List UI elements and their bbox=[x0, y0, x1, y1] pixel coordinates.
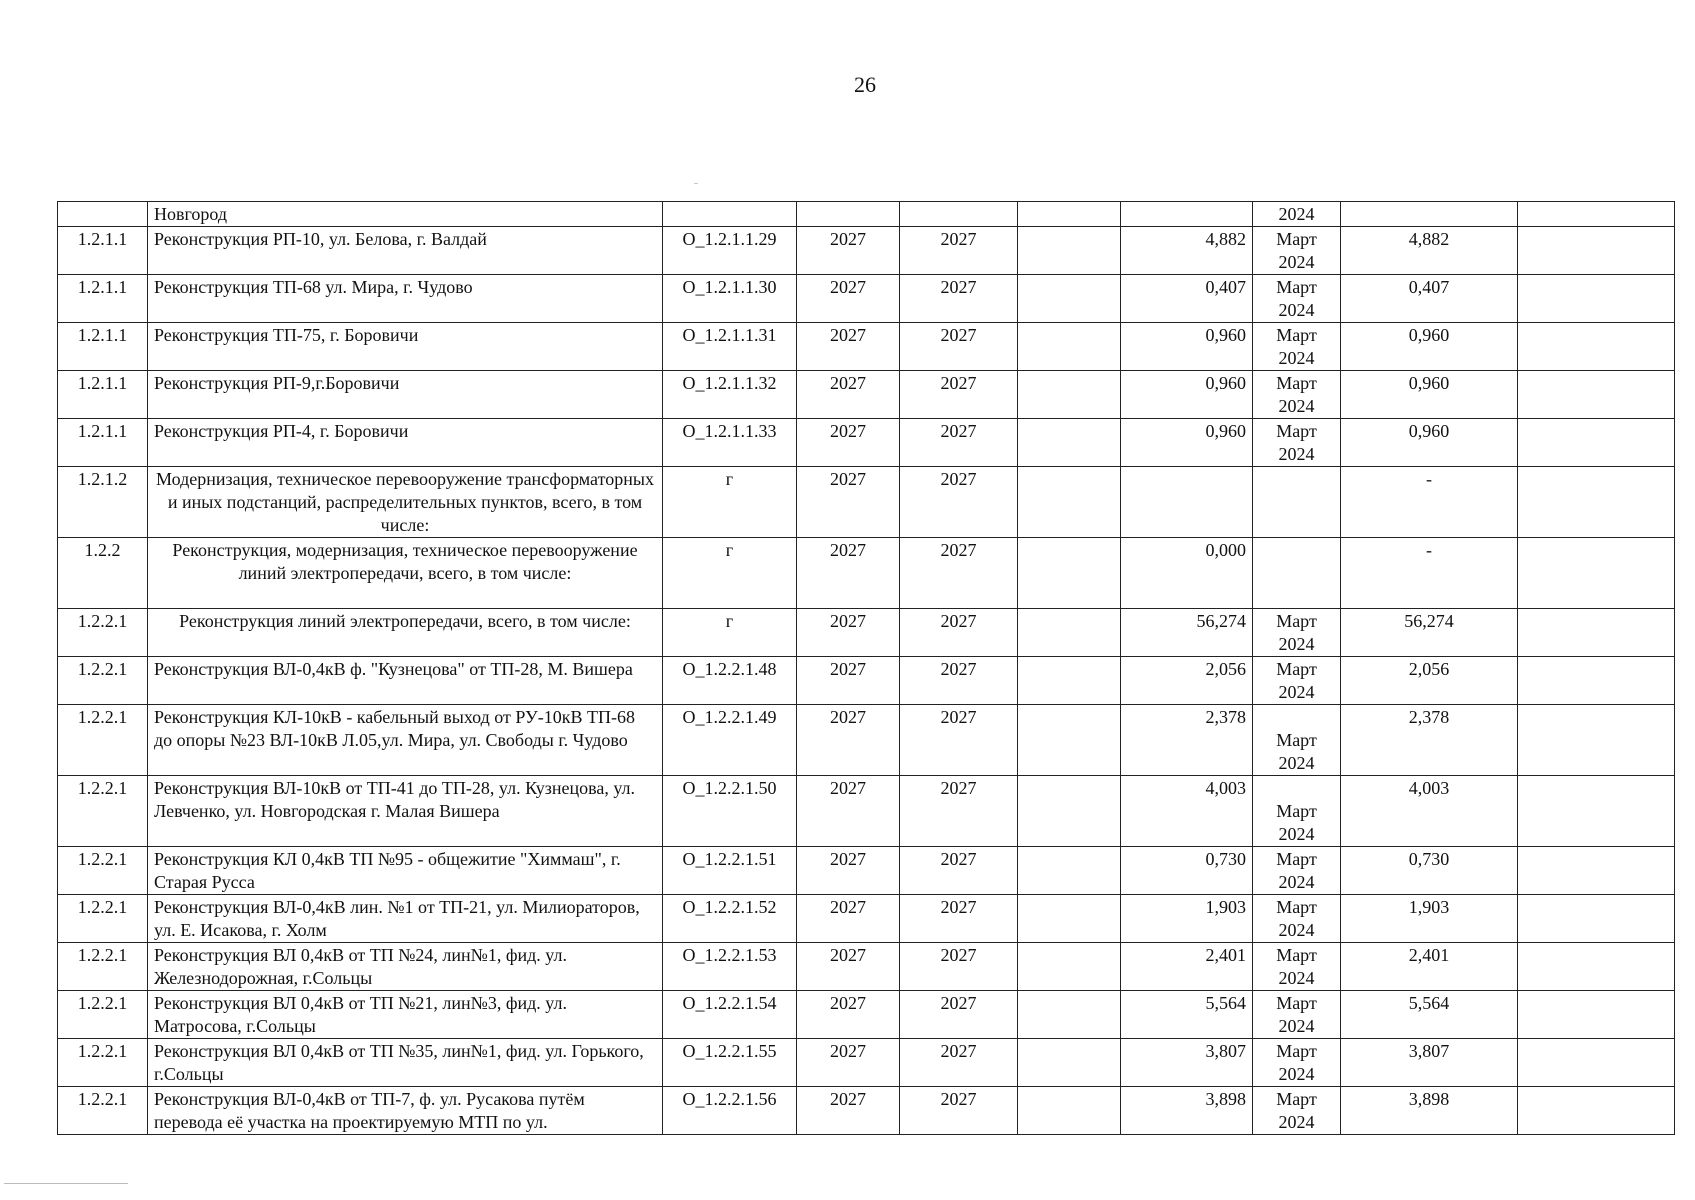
row-empty-cell bbox=[1018, 1087, 1121, 1135]
row-code: 1.2.1.1 bbox=[58, 371, 148, 419]
row-year-start: 2027 bbox=[797, 776, 900, 847]
row-value-2: 3,807 bbox=[1341, 1039, 1518, 1087]
row-identifier: г bbox=[663, 467, 797, 538]
row-code bbox=[58, 202, 148, 227]
row-empty-cell bbox=[1518, 538, 1675, 609]
row-code: 1.2.2.1 bbox=[58, 705, 148, 776]
row-name: Реконструкция ТП-68 ул. Мира, г. Чудово bbox=[148, 275, 663, 323]
row-date: Март 2024 bbox=[1253, 227, 1341, 275]
row-identifier: О_1.2.2.1.50 bbox=[663, 776, 797, 847]
row-name: Реконструкция ВЛ-0,4кВ лин. №1 от ТП-21, ул. Милиораторов, ул. Е. Исакова, г. Холм bbox=[148, 895, 663, 943]
row-identifier: О_1.2.1.1.30 bbox=[663, 275, 797, 323]
row-empty-cell bbox=[1018, 275, 1121, 323]
row-empty-cell bbox=[1518, 847, 1675, 895]
row-value-2: - bbox=[1341, 538, 1518, 609]
row-value-2 bbox=[1341, 202, 1518, 227]
row-empty-cell bbox=[1518, 1039, 1675, 1087]
table-row bbox=[58, 323, 1675, 371]
row-identifier: О_1.2.2.1.49 bbox=[663, 705, 797, 776]
row-value bbox=[1121, 202, 1253, 227]
table-row bbox=[58, 943, 1675, 991]
row-value: 0,407 bbox=[1121, 275, 1253, 323]
table-row bbox=[58, 991, 1675, 1039]
row-value: 0,730 bbox=[1121, 847, 1253, 895]
row-empty-cell bbox=[1018, 657, 1121, 705]
row-identifier: О_1.2.2.1.54 bbox=[663, 991, 797, 1039]
row-year-start: 2027 bbox=[797, 371, 900, 419]
row-year-end: 2027 bbox=[900, 227, 1018, 275]
row-identifier: О_1.2.1.1.29 bbox=[663, 227, 797, 275]
row-code: 1.2.2.1 bbox=[58, 609, 148, 657]
row-code: 1.2.1.1 bbox=[58, 227, 148, 275]
row-year-start: 2027 bbox=[797, 275, 900, 323]
row-identifier: г bbox=[663, 609, 797, 657]
row-value: 4,003 bbox=[1121, 776, 1253, 847]
row-value-2: 0,960 bbox=[1341, 323, 1518, 371]
row-empty-cell bbox=[1518, 776, 1675, 847]
table-row bbox=[58, 275, 1675, 323]
row-empty-cell bbox=[1018, 609, 1121, 657]
footer-line bbox=[4, 1183, 128, 1184]
row-empty-cell bbox=[1018, 323, 1121, 371]
row-identifier: О_1.2.2.1.53 bbox=[663, 943, 797, 991]
row-empty-cell bbox=[1018, 943, 1121, 991]
row-year-end: 2027 bbox=[900, 895, 1018, 943]
row-empty-cell bbox=[1518, 1087, 1675, 1135]
row-empty-cell bbox=[1518, 202, 1675, 227]
row-value: 1,903 bbox=[1121, 895, 1253, 943]
row-year-end: 2027 bbox=[900, 609, 1018, 657]
row-name: Реконструкция ВЛ-0,4кВ ф. "Кузнецова" от ТП-28, М. Вишера bbox=[148, 657, 663, 705]
row-empty-cell bbox=[1518, 657, 1675, 705]
row-value: 4,882 bbox=[1121, 227, 1253, 275]
row-value-2: 0,960 bbox=[1341, 419, 1518, 467]
row-code: 1.2.1.1 bbox=[58, 419, 148, 467]
row-empty-cell bbox=[1018, 371, 1121, 419]
row-identifier: О_1.2.2.1.51 bbox=[663, 847, 797, 895]
row-year-end: 2027 bbox=[900, 657, 1018, 705]
row-value: 2,056 bbox=[1121, 657, 1253, 705]
row-empty-cell bbox=[1018, 895, 1121, 943]
row-identifier: О_1.2.2.1.56 bbox=[663, 1087, 797, 1135]
row-year-start: 2027 bbox=[797, 467, 900, 538]
row-empty-cell bbox=[1518, 991, 1675, 1039]
row-date: Март 2024 bbox=[1253, 943, 1341, 991]
row-empty-cell bbox=[1018, 991, 1121, 1039]
row-value-2: - bbox=[1341, 467, 1518, 538]
row-name: Новгород bbox=[148, 202, 663, 227]
row-date bbox=[1253, 538, 1341, 609]
row-year-start: 2027 bbox=[797, 609, 900, 657]
row-identifier: г bbox=[663, 538, 797, 609]
row-empty-cell bbox=[1018, 467, 1121, 538]
row-value-2: 4,882 bbox=[1341, 227, 1518, 275]
row-value: 3,898 bbox=[1121, 1087, 1253, 1135]
table-body bbox=[58, 202, 1675, 1135]
row-identifier: О_1.2.2.1.52 bbox=[663, 895, 797, 943]
row-value: 0,000 bbox=[1121, 538, 1253, 609]
table-row bbox=[58, 776, 1675, 847]
row-code: 1.2.1.2 bbox=[58, 467, 148, 538]
row-year-start: 2027 bbox=[797, 323, 900, 371]
row-date: Март 2024 bbox=[1253, 419, 1341, 467]
row-code: 1.2.2.1 bbox=[58, 1087, 148, 1135]
row-code: 1.2.2.1 bbox=[58, 943, 148, 991]
row-name: Реконструкция ВЛ 0,4кВ от ТП №35, лин№1, фид. ул. Горького, г.Сольцы bbox=[148, 1039, 663, 1087]
row-year-end bbox=[900, 202, 1018, 227]
row-code: 1.2.2 bbox=[58, 538, 148, 609]
row-empty-cell bbox=[1518, 371, 1675, 419]
row-date: Март 2024 bbox=[1253, 705, 1341, 776]
row-name: Реконструкция ВЛ-0,4кВ от ТП-7, ф. ул. Русакова путём перевода её участка на проектируемую МТП по ул. bbox=[148, 1087, 663, 1135]
row-date: Март 2024 bbox=[1253, 1087, 1341, 1135]
row-empty-cell bbox=[1018, 419, 1121, 467]
row-value: 2,378 bbox=[1121, 705, 1253, 776]
table-row bbox=[58, 705, 1675, 776]
row-value-2: 2,401 bbox=[1341, 943, 1518, 991]
row-year-end: 2027 bbox=[900, 705, 1018, 776]
row-value-2: 1,903 bbox=[1341, 895, 1518, 943]
row-year-end: 2027 bbox=[900, 467, 1018, 538]
row-year-end: 2027 bbox=[900, 419, 1018, 467]
table-row bbox=[58, 419, 1675, 467]
row-value: 5,564 bbox=[1121, 991, 1253, 1039]
row-empty-cell bbox=[1018, 705, 1121, 776]
row-year-end: 2027 bbox=[900, 323, 1018, 371]
row-date: Март 2024 bbox=[1253, 371, 1341, 419]
row-year-end: 2027 bbox=[900, 847, 1018, 895]
row-year-start: 2027 bbox=[797, 991, 900, 1039]
row-date: Март 2024 bbox=[1253, 323, 1341, 371]
row-year-end: 2027 bbox=[900, 776, 1018, 847]
row-empty-cell bbox=[1518, 943, 1675, 991]
row-identifier: О_1.2.1.1.33 bbox=[663, 419, 797, 467]
row-code: 1.2.2.1 bbox=[58, 895, 148, 943]
row-empty-cell bbox=[1018, 1039, 1121, 1087]
row-name: Реконструкция РП-9,г.Боровичи bbox=[148, 371, 663, 419]
row-empty-cell bbox=[1518, 705, 1675, 776]
row-date: 2024 bbox=[1253, 202, 1341, 227]
row-code: 1.2.2.1 bbox=[58, 776, 148, 847]
row-year-end: 2027 bbox=[900, 1087, 1018, 1135]
row-value-2: 2,056 bbox=[1341, 657, 1518, 705]
row-empty-cell bbox=[1018, 202, 1121, 227]
row-value-2: 2,378 bbox=[1341, 705, 1518, 776]
table-row bbox=[58, 371, 1675, 419]
row-identifier: О_1.2.1.1.31 bbox=[663, 323, 797, 371]
row-empty-cell bbox=[1018, 776, 1121, 847]
row-date: Март 2024 bbox=[1253, 609, 1341, 657]
row-year-start: 2027 bbox=[797, 847, 900, 895]
row-value-2: 3,898 bbox=[1341, 1087, 1518, 1135]
row-date: Март 2024 bbox=[1253, 657, 1341, 705]
table-row bbox=[58, 609, 1675, 657]
row-code: 1.2.1.1 bbox=[58, 275, 148, 323]
row-name: Реконструкция ВЛ 0,4кВ от ТП №21, лин№3, фид. ул. Матросова, г.Сольцы bbox=[148, 991, 663, 1039]
table-row bbox=[58, 538, 1675, 609]
row-year-start: 2027 bbox=[797, 538, 900, 609]
row-empty-cell bbox=[1018, 847, 1121, 895]
page-number: 26 bbox=[854, 72, 876, 97]
table-row bbox=[58, 1039, 1675, 1087]
row-date: Март 2024 bbox=[1253, 991, 1341, 1039]
row-date: Март 2024 bbox=[1253, 847, 1341, 895]
row-code: 1.2.1.1 bbox=[58, 323, 148, 371]
row-value-2: 4,003 bbox=[1341, 776, 1518, 847]
row-empty-cell bbox=[1518, 227, 1675, 275]
row-year-end: 2027 bbox=[900, 538, 1018, 609]
row-identifier: О_1.2.1.1.32 bbox=[663, 371, 797, 419]
row-year-end: 2027 bbox=[900, 943, 1018, 991]
table-row bbox=[58, 202, 1675, 227]
row-date: Март 2024 bbox=[1253, 275, 1341, 323]
row-empty-cell bbox=[1518, 323, 1675, 371]
row-value-2: 0,407 bbox=[1341, 275, 1518, 323]
table-row bbox=[58, 847, 1675, 895]
row-empty-cell bbox=[1518, 275, 1675, 323]
row-name: Реконструкция КЛ 0,4кВ ТП №95 - общежитие "Химмаш", г. Старая Русса bbox=[148, 847, 663, 895]
row-value: 3,807 bbox=[1121, 1039, 1253, 1087]
row-year-end: 2027 bbox=[900, 1039, 1018, 1087]
table-row bbox=[58, 467, 1675, 538]
row-name: Реконструкция ВЛ-10кВ от ТП-41 до ТП-28, ул. Кузнецова, ул. Левченко, ул. Новгородская г. Малая Вишера bbox=[148, 776, 663, 847]
row-value: 2,401 bbox=[1121, 943, 1253, 991]
row-year-end: 2027 bbox=[900, 275, 1018, 323]
row-date: Март 2024 bbox=[1253, 776, 1341, 847]
table-row bbox=[58, 657, 1675, 705]
row-code: 1.2.2.1 bbox=[58, 1039, 148, 1087]
row-year-start: 2027 bbox=[797, 1039, 900, 1087]
row-date bbox=[1253, 467, 1341, 538]
row-identifier: О_1.2.2.1.48 bbox=[663, 657, 797, 705]
table-row bbox=[58, 895, 1675, 943]
row-empty-cell bbox=[1518, 609, 1675, 657]
row-value: 0,960 bbox=[1121, 323, 1253, 371]
row-value bbox=[1121, 467, 1253, 538]
row-year-end: 2027 bbox=[900, 371, 1018, 419]
row-year-start: 2027 bbox=[797, 895, 900, 943]
row-year-start: 2027 bbox=[797, 705, 900, 776]
row-value: 56,274 bbox=[1121, 609, 1253, 657]
row-empty-cell bbox=[1018, 538, 1121, 609]
row-code: 1.2.2.1 bbox=[58, 991, 148, 1039]
row-value: 0,960 bbox=[1121, 371, 1253, 419]
table-row bbox=[58, 1087, 1675, 1135]
row-empty-cell bbox=[1518, 467, 1675, 538]
row-empty-cell bbox=[1518, 895, 1675, 943]
row-name: Реконструкция, модернизация, техническое перевооружение линий электропередачи, всего, в том числе: bbox=[148, 538, 663, 609]
investment-program-table bbox=[57, 201, 1675, 1135]
row-code: 1.2.2.1 bbox=[58, 657, 148, 705]
row-year-start bbox=[797, 202, 900, 227]
row-empty-cell bbox=[1018, 227, 1121, 275]
row-identifier bbox=[663, 202, 797, 227]
row-year-start: 2027 bbox=[797, 419, 900, 467]
row-year-end: 2027 bbox=[900, 991, 1018, 1039]
row-empty-cell bbox=[1518, 419, 1675, 467]
row-name: Реконструкция линий электропередачи, всего, в том числе: bbox=[148, 609, 663, 657]
row-identifier: О_1.2.2.1.55 bbox=[663, 1039, 797, 1087]
row-value-2: 56,274 bbox=[1341, 609, 1518, 657]
row-name: Реконструкция РП-10, ул. Белова, г. Валдай bbox=[148, 227, 663, 275]
row-value: 0,960 bbox=[1121, 419, 1253, 467]
row-value-2: 0,730 bbox=[1341, 847, 1518, 895]
row-year-start: 2027 bbox=[797, 943, 900, 991]
row-year-start: 2027 bbox=[797, 227, 900, 275]
row-value-2: 5,564 bbox=[1341, 991, 1518, 1039]
row-code: 1.2.2.1 bbox=[58, 847, 148, 895]
row-value-2: 0,960 bbox=[1341, 371, 1518, 419]
scan-mark bbox=[694, 183, 698, 184]
row-name: Реконструкция КЛ-10кВ - кабельный выход от РУ-10кВ ТП-68 до опоры №23 ВЛ-10кВ Л.05,ул. Мира, ул. Свободы г. Чудово bbox=[148, 705, 663, 776]
row-date: Март 2024 bbox=[1253, 1039, 1341, 1087]
row-date: Март 2024 bbox=[1253, 895, 1341, 943]
row-name: Реконструкция ВЛ 0,4кВ от ТП №24, лин№1, фид. ул. Железнодорожная, г.Сольцы bbox=[148, 943, 663, 991]
row-name: Модернизация, техническое перевооружение трансформаторных и иных подстанций, распределительных пунктов, всего, в том числе: bbox=[148, 467, 663, 538]
row-year-start: 2027 bbox=[797, 657, 900, 705]
row-year-start: 2027 bbox=[797, 1087, 900, 1135]
table-row bbox=[58, 227, 1675, 275]
row-name: Реконструкция ТП-75, г. Боровичи bbox=[148, 323, 663, 371]
row-name: Реконструкция РП-4, г. Боровичи bbox=[148, 419, 663, 467]
